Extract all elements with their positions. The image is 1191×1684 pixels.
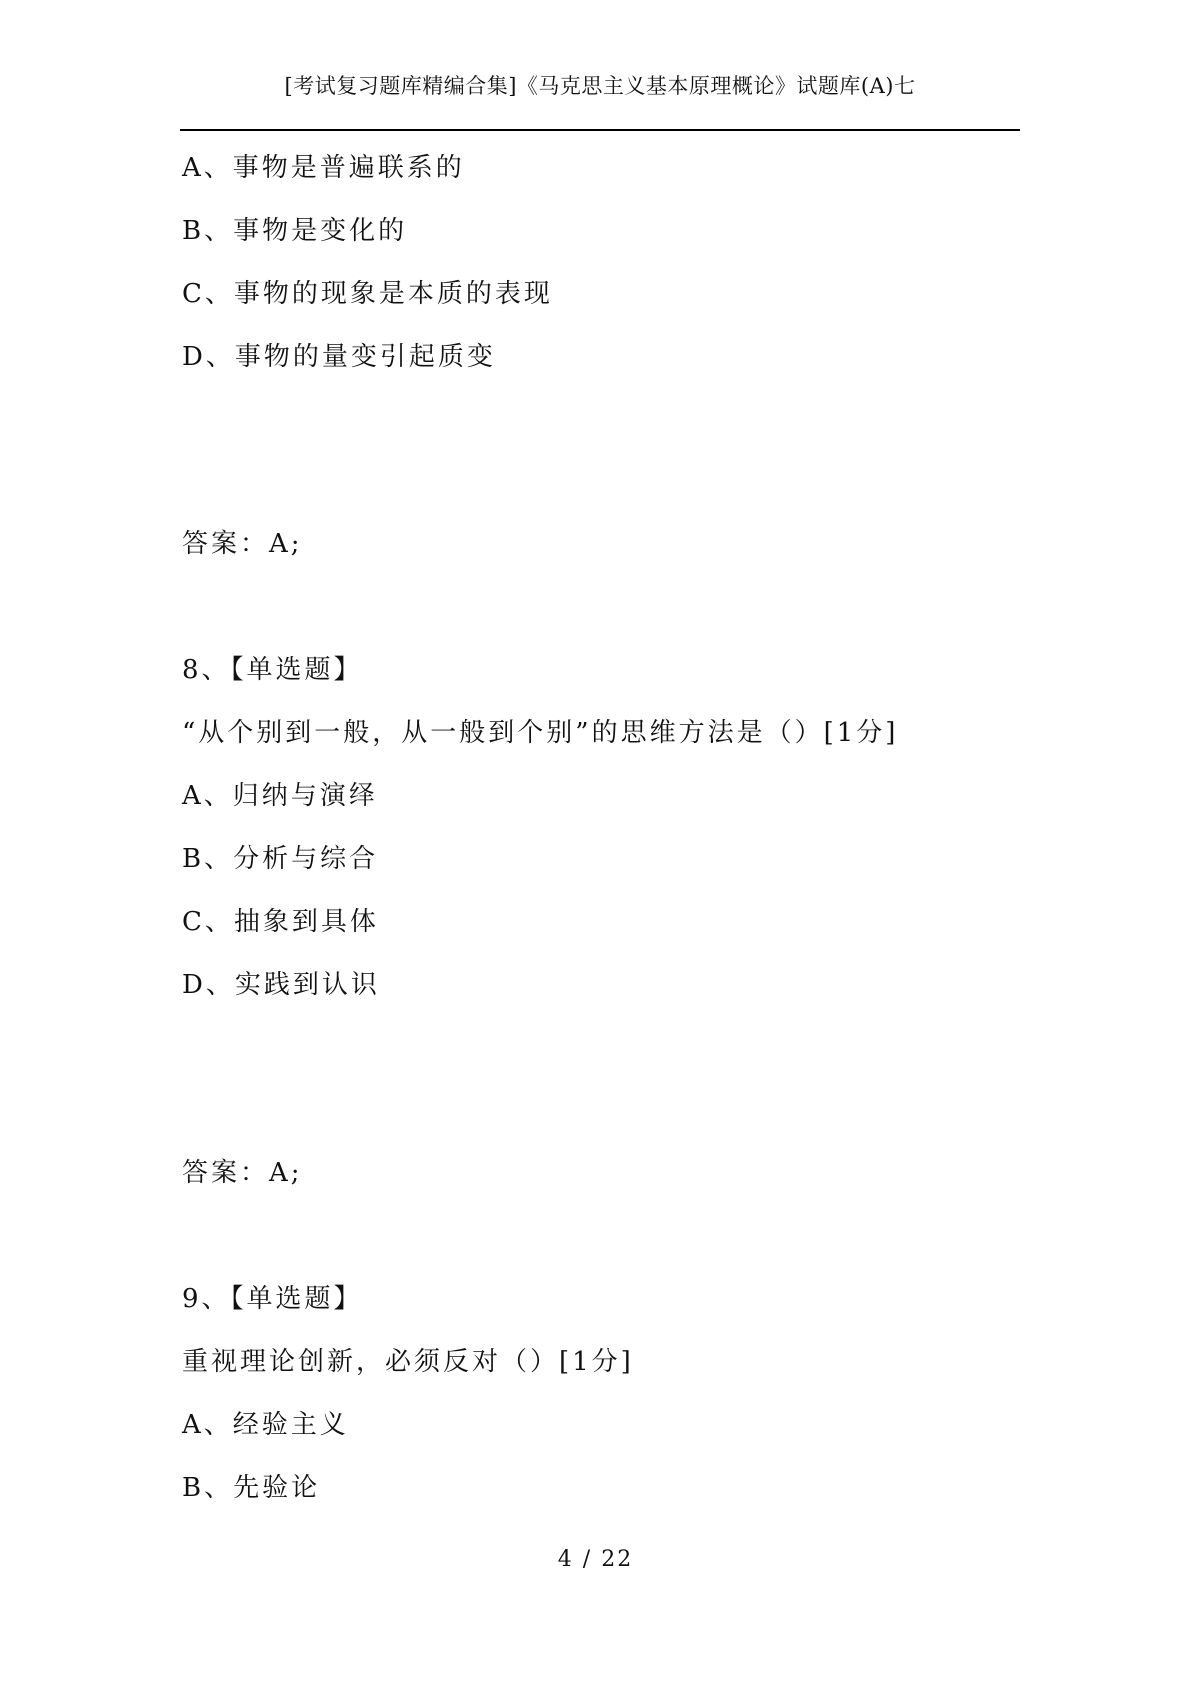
q7-option-a: A、事物是普遍联系的 [182,153,465,183]
q8-option-a: A、归纳与演绎 [182,781,378,811]
header-divider [180,129,1020,131]
q9-option-b: B、先验论 [182,1473,321,1503]
q7-answer: 答案：A; [182,529,303,559]
q9-option-a: A、经验主义 [182,1410,349,1440]
q8-option-c: C、抽象到具体 [182,907,379,937]
q7-option-d: D、事物的量变引起质变 [182,342,496,372]
q8-answer: 答案：A; [182,1158,303,1188]
q7-option-c: C、事物的现象是本质的表现 [182,279,553,309]
q8-heading: 8、【单选题】 [182,655,363,685]
q9-stem: 重视理论创新，必须反对（）[1分] [182,1347,634,1377]
page-header-title: [考试复习题库精编合集]《马克思主义基本原理概论》试题库(A)七 [284,74,916,98]
q9-heading: 9、【单选题】 [182,1284,363,1314]
q8-option-b: B、分析与综合 [182,844,379,874]
q8-stem: “从个别到一般，从一般到个别”的思维方法是（）[1分] [182,718,899,748]
q7-option-b: B、事物是变化的 [182,216,408,246]
q8-option-d: D、实践到认识 [182,970,380,1000]
page-number: 4 / 22 [557,1547,634,1572]
